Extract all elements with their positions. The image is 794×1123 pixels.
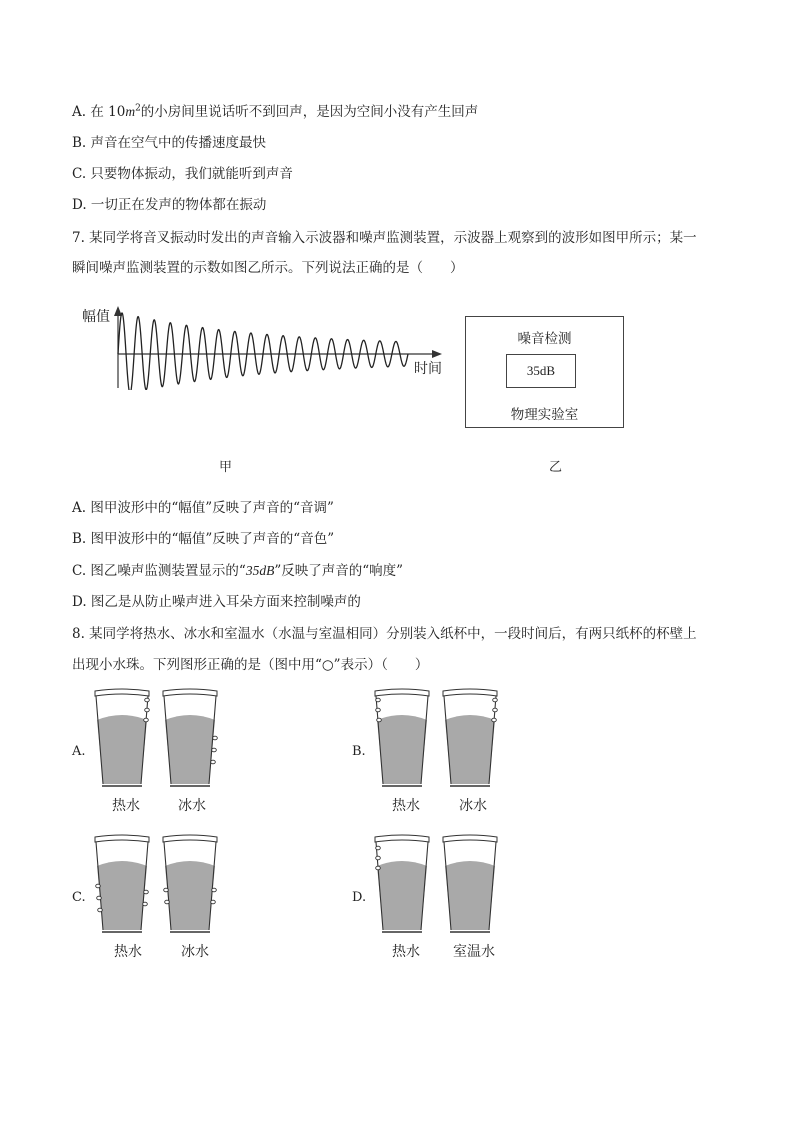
q6-option-c[interactable]: C. 只要物体振动，我们就能听到声音 bbox=[72, 166, 293, 182]
water-droplet bbox=[145, 698, 150, 702]
left-cup bbox=[372, 834, 432, 934]
noise-meter-location: 物理实验室 bbox=[510, 407, 579, 423]
q6-option-b[interactable]: B. 声音在空气中的传播速度最快 bbox=[72, 135, 267, 151]
water-droplet bbox=[164, 888, 169, 892]
water-droplet bbox=[376, 856, 381, 860]
q8-option-d-left-label: 热水 bbox=[392, 944, 420, 960]
water-droplet bbox=[165, 900, 170, 904]
q8-stem-line2: 出现小水珠。下列图形正确的是（图中用“○”表示）（ ） bbox=[72, 657, 429, 673]
water-droplet bbox=[97, 896, 102, 900]
q8-option-a-right-label: 冰水 bbox=[178, 798, 206, 814]
left-cup bbox=[92, 834, 152, 934]
q8-option-d-right-label: 室温水 bbox=[453, 944, 495, 960]
q8-option-c-label[interactable]: C. bbox=[72, 890, 86, 905]
q8-stem-line1: 8. 某同学将热水、冰水和室温水（水温与室温相同）分别装入纸杯中，一段时间后，有两只纸杯的杯壁上 bbox=[72, 626, 697, 642]
q6-option-a-unit: m bbox=[125, 104, 136, 119]
right-cup bbox=[440, 688, 500, 788]
q7-option-c-pre: C. 图乙噪声监测装置显示的“ bbox=[72, 563, 246, 579]
right-cup bbox=[160, 688, 220, 788]
q7-option-b[interactable]: B. 图甲波形中的“幅值”反映了声音的“音色” bbox=[72, 531, 335, 547]
q8-option-d-label[interactable]: D. bbox=[352, 890, 367, 905]
water-droplet bbox=[376, 698, 381, 702]
figure-jia-caption: 甲 bbox=[219, 460, 233, 475]
water-droplet bbox=[212, 888, 217, 892]
q6-option-d[interactable]: D. 一切正在发声的物体都在振动 bbox=[72, 197, 267, 213]
water-droplet bbox=[211, 760, 216, 764]
water-droplet bbox=[377, 718, 382, 722]
water-droplet bbox=[376, 846, 381, 850]
q7-stem-line2: 瞬间噪声监测装置的示数如图乙所示。下列说法正确的是（ ） bbox=[72, 260, 464, 276]
q6-option-a-post: 的小房间里说话听不到回声，是因为空间小没有产生回声 bbox=[140, 104, 479, 120]
water-droplet bbox=[144, 718, 149, 722]
water-droplet bbox=[492, 718, 497, 722]
water-droplet bbox=[213, 736, 218, 740]
q6-option-a-sup: 2 bbox=[135, 103, 141, 114]
q7-stem-line1: 7. 某同学将音叉振动时发出的声音输入示波器和噪声监测装置，示波器上观察到的波形如图甲所示；某一 bbox=[72, 230, 697, 246]
q6-option-a-pre: A. 在 10 bbox=[72, 104, 126, 120]
q8-option-c-right-label: 冰水 bbox=[181, 944, 209, 960]
waveform-figure bbox=[76, 300, 456, 390]
water-droplet bbox=[493, 708, 498, 712]
water-droplet bbox=[98, 908, 103, 912]
q8-option-a-left-label: 热水 bbox=[112, 798, 140, 814]
water-droplet bbox=[96, 884, 101, 888]
q7-option-a[interactable]: A. 图甲波形中的“幅值”反映了声音的“音调” bbox=[72, 500, 334, 516]
q7-option-c[interactable] bbox=[72, 562, 403, 580]
q7-option-d[interactable]: D. 图乙是从防止噪声进入耳朵方面来控制噪声的 bbox=[72, 594, 361, 610]
noise-meter-title: 噪音检测 bbox=[517, 331, 572, 347]
noise-meter-reading: 35dB bbox=[506, 354, 576, 388]
q8-option-c-left-label: 热水 bbox=[114, 944, 142, 960]
right-cup bbox=[160, 834, 220, 934]
water-droplet bbox=[376, 866, 381, 870]
right-cup bbox=[440, 834, 500, 934]
water-droplet bbox=[376, 708, 381, 712]
noise-meter bbox=[465, 316, 624, 428]
water-droplet bbox=[211, 900, 216, 904]
waveform-y-label: 幅值 bbox=[82, 309, 110, 325]
figure-yi-caption: 乙 bbox=[549, 460, 563, 475]
left-cup bbox=[92, 688, 152, 788]
q6-option-a[interactable] bbox=[72, 103, 478, 121]
q8-option-b-left-label: 热水 bbox=[392, 798, 420, 814]
water-droplet bbox=[145, 708, 150, 712]
water-droplet bbox=[493, 698, 498, 702]
q8-option-b-right-label: 冰水 bbox=[459, 798, 487, 814]
q7-option-c-post: ”反映了声音的“响度” bbox=[274, 563, 404, 579]
q7-option-c-value: 35dB bbox=[245, 563, 275, 578]
water-droplet bbox=[212, 748, 217, 752]
q8-option-b-label[interactable]: B. bbox=[352, 744, 366, 759]
left-cup bbox=[372, 688, 432, 788]
waveform-x-label: 时间 bbox=[414, 361, 442, 377]
water-droplet bbox=[144, 890, 149, 894]
water-droplet bbox=[143, 902, 148, 906]
q8-option-a-label[interactable]: A. bbox=[72, 744, 86, 759]
